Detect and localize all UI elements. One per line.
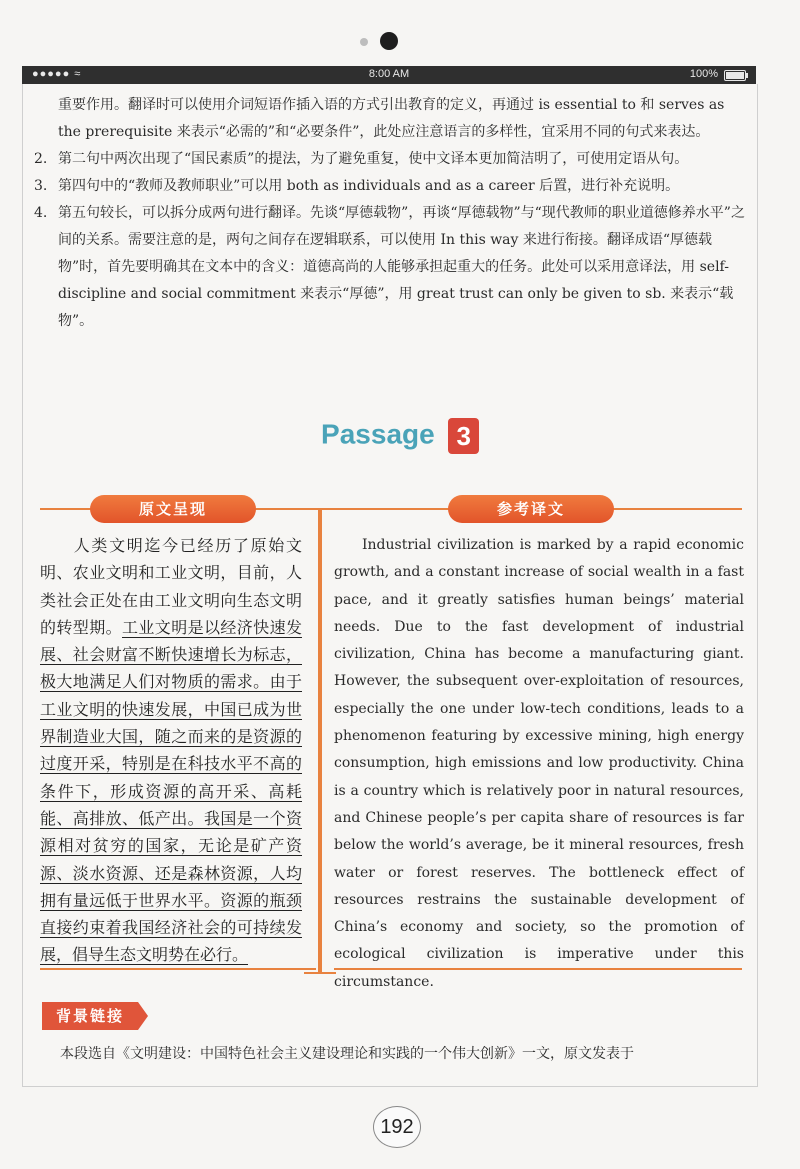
status-time: 8:00 AM xyxy=(368,68,410,80)
reference-translation-header: 参考译文 xyxy=(448,495,614,523)
signal-wifi-icon: ●●●●● ≈ xyxy=(32,68,82,80)
note-item xyxy=(34,200,746,335)
english-translation-text xyxy=(334,532,744,996)
passage-title: Passage xyxy=(321,418,435,450)
original-text-header: 原文呈现 xyxy=(90,495,256,523)
battery-percent: 100% xyxy=(689,68,718,80)
note-item xyxy=(34,146,746,173)
original-plain-text: 人类文明迄今已经历了原始文明、农业文明和工业文明，目前，人类社会正处在由工业文明向生态文明的转型期。 xyxy=(40,536,302,637)
original-underlined-text: 工业文明是以经济快速发展、社会财富不断快速增长为标志，极大地满足人们对物质的需求。由于工业文明的快速发展，中国已成为世界制造业大国，随之而来的是资源的过度开采，特别是在科技水平不高的条件下，形成资源的高开采、高耗能、高排放、低产出。我国是一个资源相对贫穷的国家，无论是矿产资源、淡水资源、还是森林资源，人均拥有量远低于世界水平。资源的瓶颈直接约束着我国经济社会的可持续发展，倡导生态文明势在必行。 xyxy=(40,617,302,965)
note-number: 4. xyxy=(34,205,48,221)
note-continuation: 重要作用。翻译时可以使用介词短语作插入语的方式引出教育的定义，再通过 is essential to 和 serves as the prerequisite 来表示“必需的”和“必要条件”，此处应注意语言的多样性，宜采用不同的句式来表达。 xyxy=(58,97,725,140)
note-item xyxy=(34,173,746,200)
note-text: 第四句中的“教师及教师职业”可以用 both as individuals and as a career 后置，进行补充说明。 xyxy=(58,178,680,194)
page-indicator-dot xyxy=(360,38,368,46)
status-bar xyxy=(22,66,756,84)
translation-body: Industrial civilization is marked by a rapid economic growth, and a constant increase of social wealth in a fast pace, and it greatly satisfies human beings’ material needs. Due to the fast development of industrial civilization, China has become a manufacturing giant. However, the subsequent over-exploitation of resources, especially the one under low-tech conditions, leads to a phenomenon featuring by excessive mining, high energy consumption, high emissions and low productivity. China is a country which is relatively poor in natural resources, and Chinese people’s per capita share of resources is far below the world’s average, be it mineral resources, fresh water or forest reserves. The bottleneck effect of resources restrains the sustainable development of China’s economy and society, so the promotion of ecological civilization is imperative under this circumstance. xyxy=(334,537,744,990)
note-text: 第五句较长，可以拆分成两句进行翻译。先谈“厚德载物”，再谈“厚德载物”与“现代教师的职业道德修养水平”之间的关系。需要注意的是，两句之间存在逻辑联系，可以使用 In this way 来进行衔接。翻译成语“厚德载物”时，首先要明确其在文本中的含义：道德高尚的人能够承担起重大的任务。此处可以采用意译法，用 self-discipline and social commitment 来表示“厚德”，用 great trust can only be given to sb. 来表示“载物”。 xyxy=(58,205,745,329)
passage-heading xyxy=(0,418,800,454)
translation-notes xyxy=(34,92,746,335)
original-chinese-text xyxy=(40,532,302,969)
left-bracket xyxy=(304,508,320,974)
passage-number-badge: 3 xyxy=(448,418,478,454)
page-number: 192 xyxy=(373,1106,421,1148)
background-link-tag: 背景链接 xyxy=(42,1002,138,1030)
note-number: 3. xyxy=(34,178,48,194)
note-number: 2. xyxy=(34,151,48,167)
note-text: 第二句中两次出现了“国民素质”的提法，为了避免重复，使中文译本更加简洁明了，可使用定语从句。 xyxy=(58,151,689,167)
background-text: 本段选自《文明建设：中国特色社会主义建设理论和实践的一个伟大创新》一文，原文发表于 xyxy=(60,1046,634,1062)
battery-icon xyxy=(724,70,746,81)
camera-dot xyxy=(380,32,398,50)
